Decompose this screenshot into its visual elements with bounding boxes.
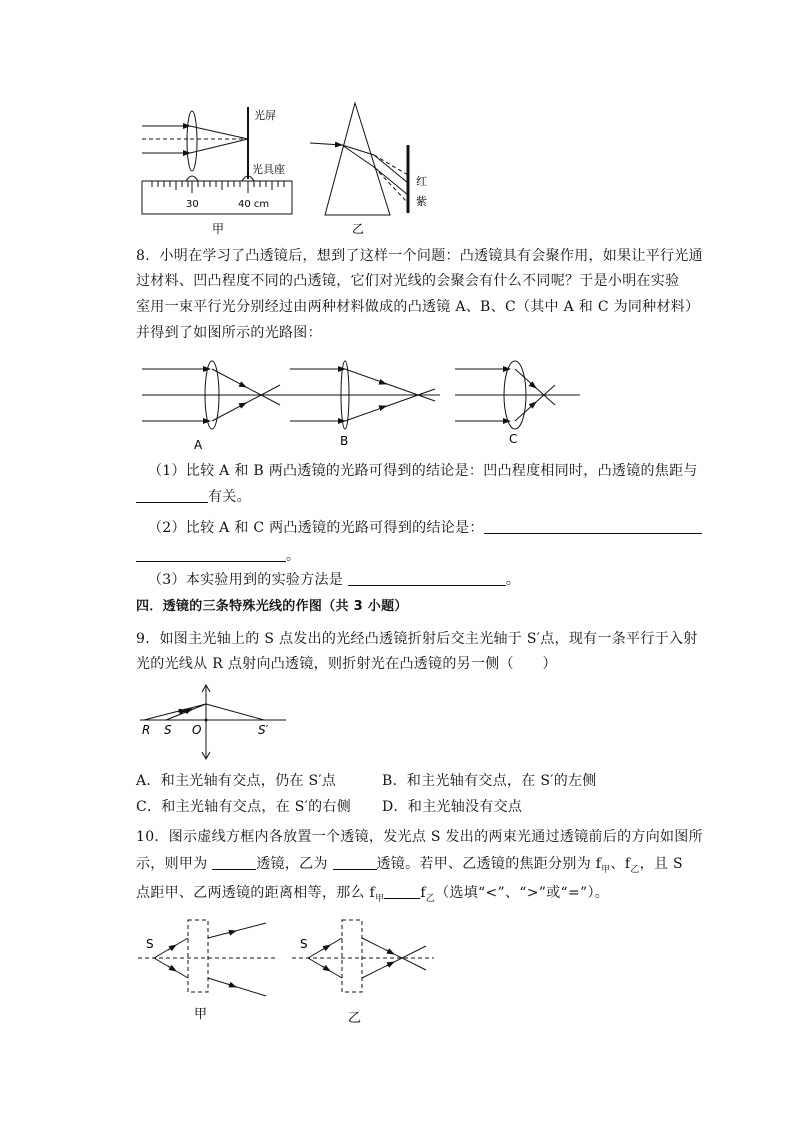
ruler-ticks — [152, 181, 284, 193]
answer-blank-compare[interactable] — [384, 884, 420, 899]
q9-option-b[interactable]: B．和主光轴有交点，在 S′的左侧 — [382, 773, 597, 789]
q9-line2: 光的光线从 R 点射向凸透镜，则折射光在凸透镜的另一侧（ ） — [136, 656, 557, 672]
purple-label: 紫 — [416, 195, 427, 208]
answer-blank-1[interactable] — [136, 488, 208, 503]
label-s-yi: S — [300, 937, 308, 951]
answer-blank-jia[interactable] — [212, 855, 256, 870]
q8-sub2-line1: （2）比较 A 和 C 两凸透镜的光路可得到的结论是： — [148, 519, 702, 537]
q8-line1: 8．小明在学习了凸透镜后，想到了这样一个问题：凸透镜具有会聚作用，如果让平行光通 — [136, 248, 703, 264]
lens-figure-abc — [140, 355, 590, 455]
label-s-prime: S′ — [258, 723, 269, 737]
label-o: O — [192, 723, 202, 737]
answer-blank-2b[interactable] — [136, 547, 286, 562]
q8-line2: 过材料、凹凸程度不同的凸透镜，它们对光线的会聚会有什么不同呢？于是小明在实验 — [136, 273, 680, 289]
q9-option-d[interactable]: D．和主光轴没有交点 — [382, 799, 523, 815]
lens-a-diagram — [142, 361, 290, 429]
label-a: A — [194, 438, 203, 452]
label-r: R — [142, 723, 151, 737]
q8-sub2-line2: 。 — [136, 547, 300, 565]
bench-label: 光具座 — [252, 163, 285, 176]
q10-line3: 点距甲、乙两透镜的距离相等，那么 $f_甲$ $f_乙$（选填“<”、“>”或“=”）。 — [136, 885, 610, 904]
q8-line3: 室用一束平行光分别经过由两种材料做成的凸透镜 A、B、C（其中 A 和 C 为同种材料） — [136, 299, 700, 315]
caption-yi: 乙 — [352, 222, 365, 236]
q10-line1: 10．图示虚线方框内各放置一个透镜，发光点 S 发出的两束光通过透镜前后的方向如图所 — [136, 829, 703, 845]
lens-b-diagram — [290, 361, 440, 429]
lens-c-diagram — [455, 361, 580, 429]
answer-blank-3[interactable] — [348, 571, 506, 586]
q10-line2: 示，则甲为 透镜，乙为 透镜。若甲、乙透镜的焦距分别为 $f_甲$、$f_乙$，且 S — [136, 856, 683, 875]
label-b: B — [340, 434, 349, 448]
q8-sub1-line2: 有关。 — [136, 488, 251, 506]
q8-sub1-line1: （1）比较 A 和 B 两凸透镜的光路可得到的结论是：凹凸程度相同时，凸透镜的焦距与 — [148, 463, 698, 479]
tick-40: 40 cm — [238, 199, 270, 210]
section-4-title: 四．透镜的三条特殊光线的作图（共 3 小题） — [136, 599, 408, 614]
label-s: S — [164, 723, 172, 737]
box-yi — [292, 920, 434, 992]
answer-blank-yi[interactable] — [333, 855, 377, 870]
caption-yi-q10: 乙 — [348, 1011, 362, 1026]
q9-option-c[interactable]: C．和主光轴有交点，在 S′的右侧 — [136, 799, 352, 815]
red-label: 红 — [416, 175, 427, 188]
q9-option-a[interactable]: A．和主光轴有交点，仍在 S′点 — [136, 773, 337, 789]
caption-jia: 甲 — [212, 222, 225, 236]
caption-jia-q10: 甲 — [194, 1007, 208, 1022]
dispersed-rays — [342, 145, 408, 203]
box-jia — [138, 920, 276, 996]
label-c: C — [509, 432, 518, 446]
q8-line4: 并得到了如图所示的光路图： — [136, 325, 322, 341]
top-figure — [130, 95, 450, 240]
q8-sub3: （3）本实验用到的实验方法是 。 — [148, 572, 521, 588]
q9-figure — [136, 682, 296, 764]
q10-figure — [136, 918, 456, 1028]
parallel-rays — [142, 126, 248, 153]
q9-line1: 9．如图主光轴上的 S 点发出的光经凸透镜折射后交主光轴于 S′点，现有一条平行于入射 — [136, 631, 698, 647]
answer-blank-2a[interactable] — [484, 519, 702, 534]
tick-30: 30 — [186, 199, 199, 210]
screen-label: 光屏 — [254, 109, 276, 122]
convex-lens — [187, 111, 197, 171]
label-s-jia: S — [146, 937, 154, 951]
